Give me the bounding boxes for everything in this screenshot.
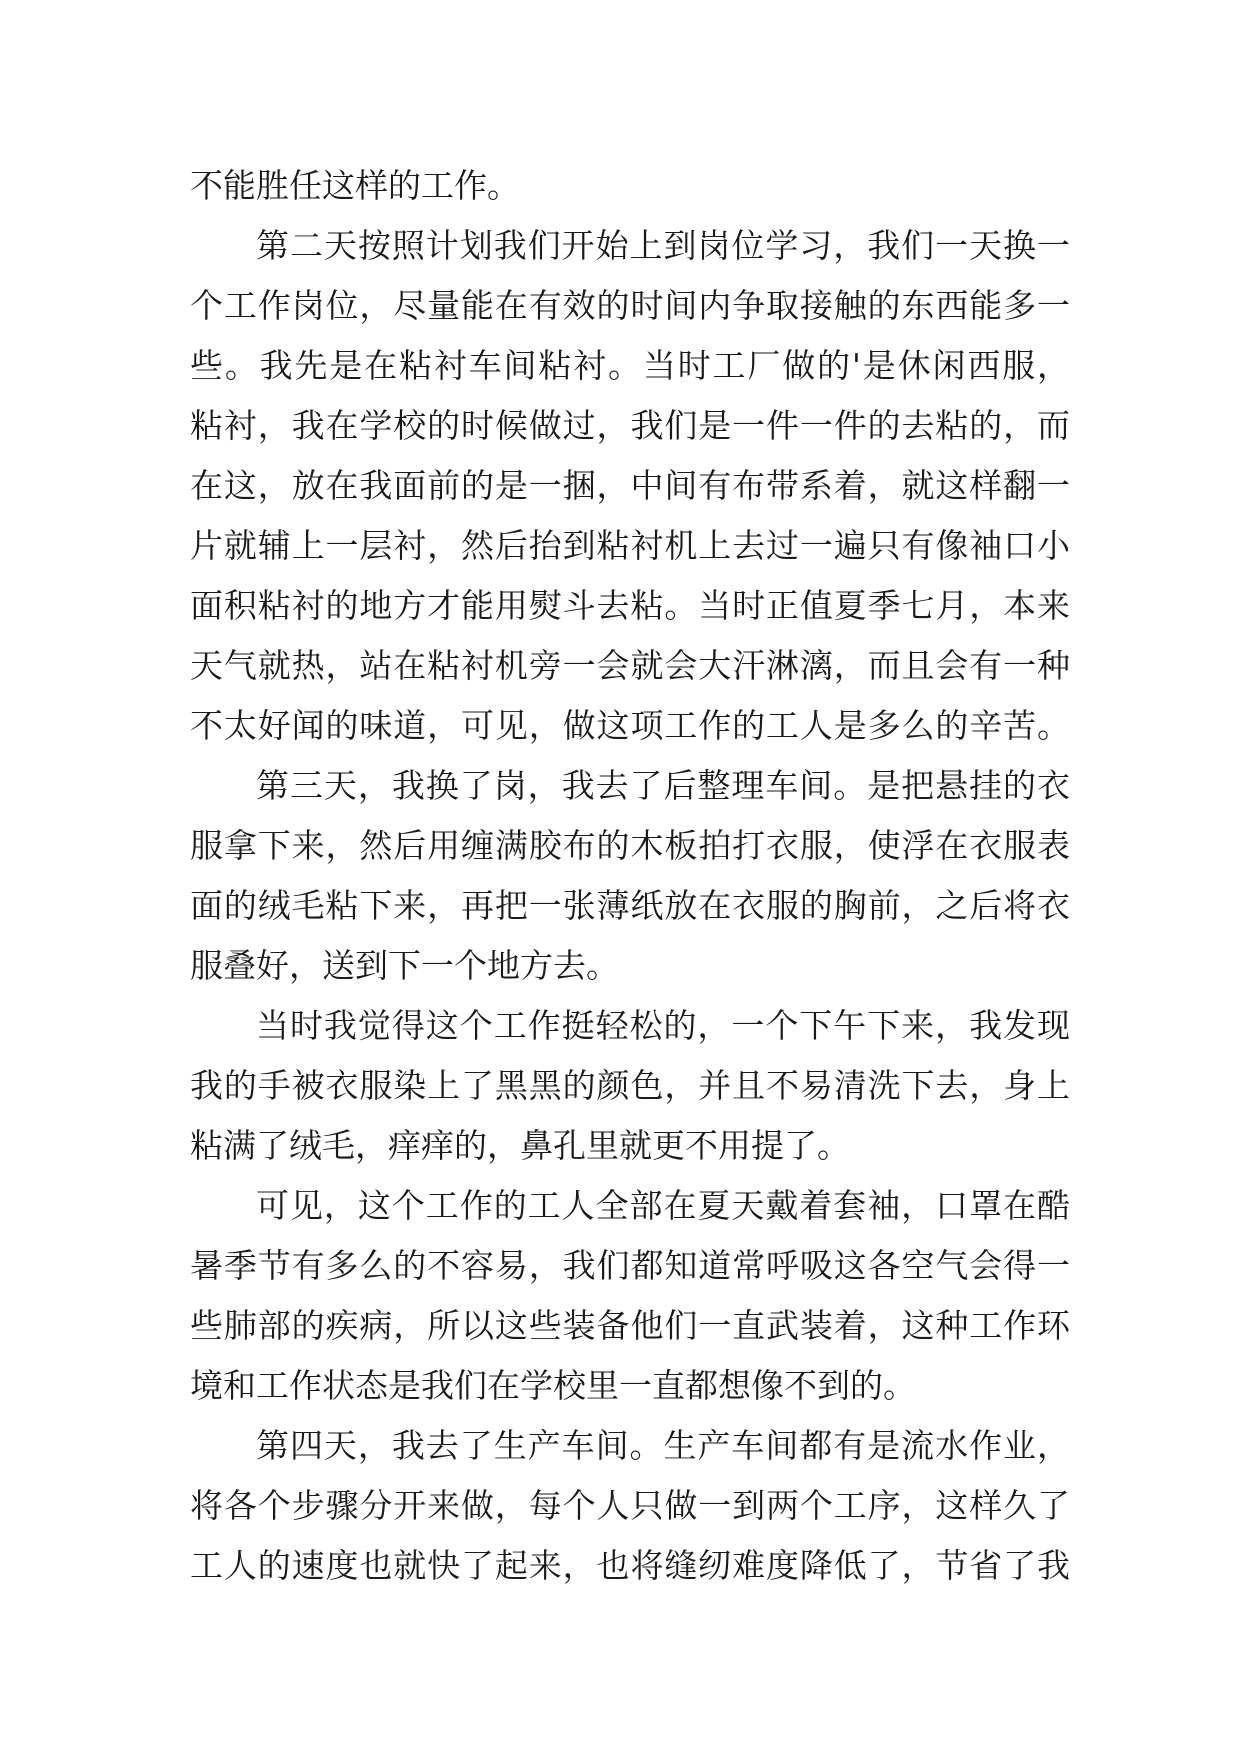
- text-line: 服拿下来，然后用缠满胶布的木板拍打衣服，使浮在衣服表: [190, 826, 1070, 865]
- text-line: 工人的速度也就快了起来，也将缝纫难度降低了，节省了我: [190, 1546, 1070, 1585]
- body-text: [190, 156, 1070, 1596]
- text-line: 些肺部的疾病，所以这些装备他们一直武装着，这种工作环: [190, 1306, 1070, 1345]
- text-line: 个工作岗位，尽量能在有效的时间内争取接触的东西能多一: [190, 286, 1070, 325]
- text-line: 不能胜任这样的工作。: [190, 166, 520, 205]
- text-line: 在这，放在我面前的是一捆，中间有布带系着，就这样翻一: [190, 466, 1070, 505]
- text-line: 我的手被衣服染上了黑黑的颜色，并且不易清洗下去，身上: [190, 1066, 1070, 1105]
- paragraph-first-line: 当时我觉得这个工作挺轻松的，一个下午下来，我发现: [256, 1006, 1070, 1045]
- paragraph-first-line: 第三天，我换了岗，我去了后整理车间。是把悬挂的衣: [256, 766, 1070, 805]
- paragraph-first-line: 第四天，我去了生产车间。生产车间都有是流水作业，: [256, 1426, 1070, 1465]
- text-line: 些。我先是在粘衬车间粘衬。当时工厂做的'是休闲西服，: [190, 346, 1070, 385]
- paragraph-first-line: 可见，这个工作的工人全部在夏天戴着套袖，口罩在酷: [256, 1186, 1070, 1225]
- text-line: 将各个步骤分开来做，每个人只做一到两个工序，这样久了: [190, 1486, 1070, 1525]
- text-line: 境和工作状态是我们在学校里一直都想像不到的。: [190, 1366, 916, 1405]
- text-line: 暑季节有多么的不容易，我们都知道常呼吸这各空气会得一: [190, 1246, 1070, 1285]
- text-line: 不太好闻的味道，可见，做这项工作的工人是多么的辛苦。: [190, 706, 1070, 745]
- paragraph-first-line: 第二天按照计划我们开始上到岗位学习，我们一天换一: [256, 226, 1070, 265]
- text-line: 天气就热，站在粘衬机旁一会就会大汗淋漓，而且会有一种: [190, 646, 1070, 685]
- text-line: 服叠好，送到下一个地方去。: [190, 946, 619, 985]
- text-line: 粘衬，我在学校的时候做过，我们是一件一件的去粘的，而: [190, 406, 1070, 445]
- text-line: 面的绒毛粘下来，再把一张薄纸放在衣服的胸前，之后将衣: [190, 886, 1070, 925]
- text-line: 粘满了绒毛，痒痒的，鼻孔里就更不用提了。: [190, 1126, 850, 1165]
- text-line: 面积粘衬的地方才能用熨斗去粘。当时正值夏季七月，本来: [190, 586, 1070, 625]
- text-line: 片就辅上一层衬，然后抬到粘衬机上去过一遍只有像袖口小: [190, 526, 1070, 565]
